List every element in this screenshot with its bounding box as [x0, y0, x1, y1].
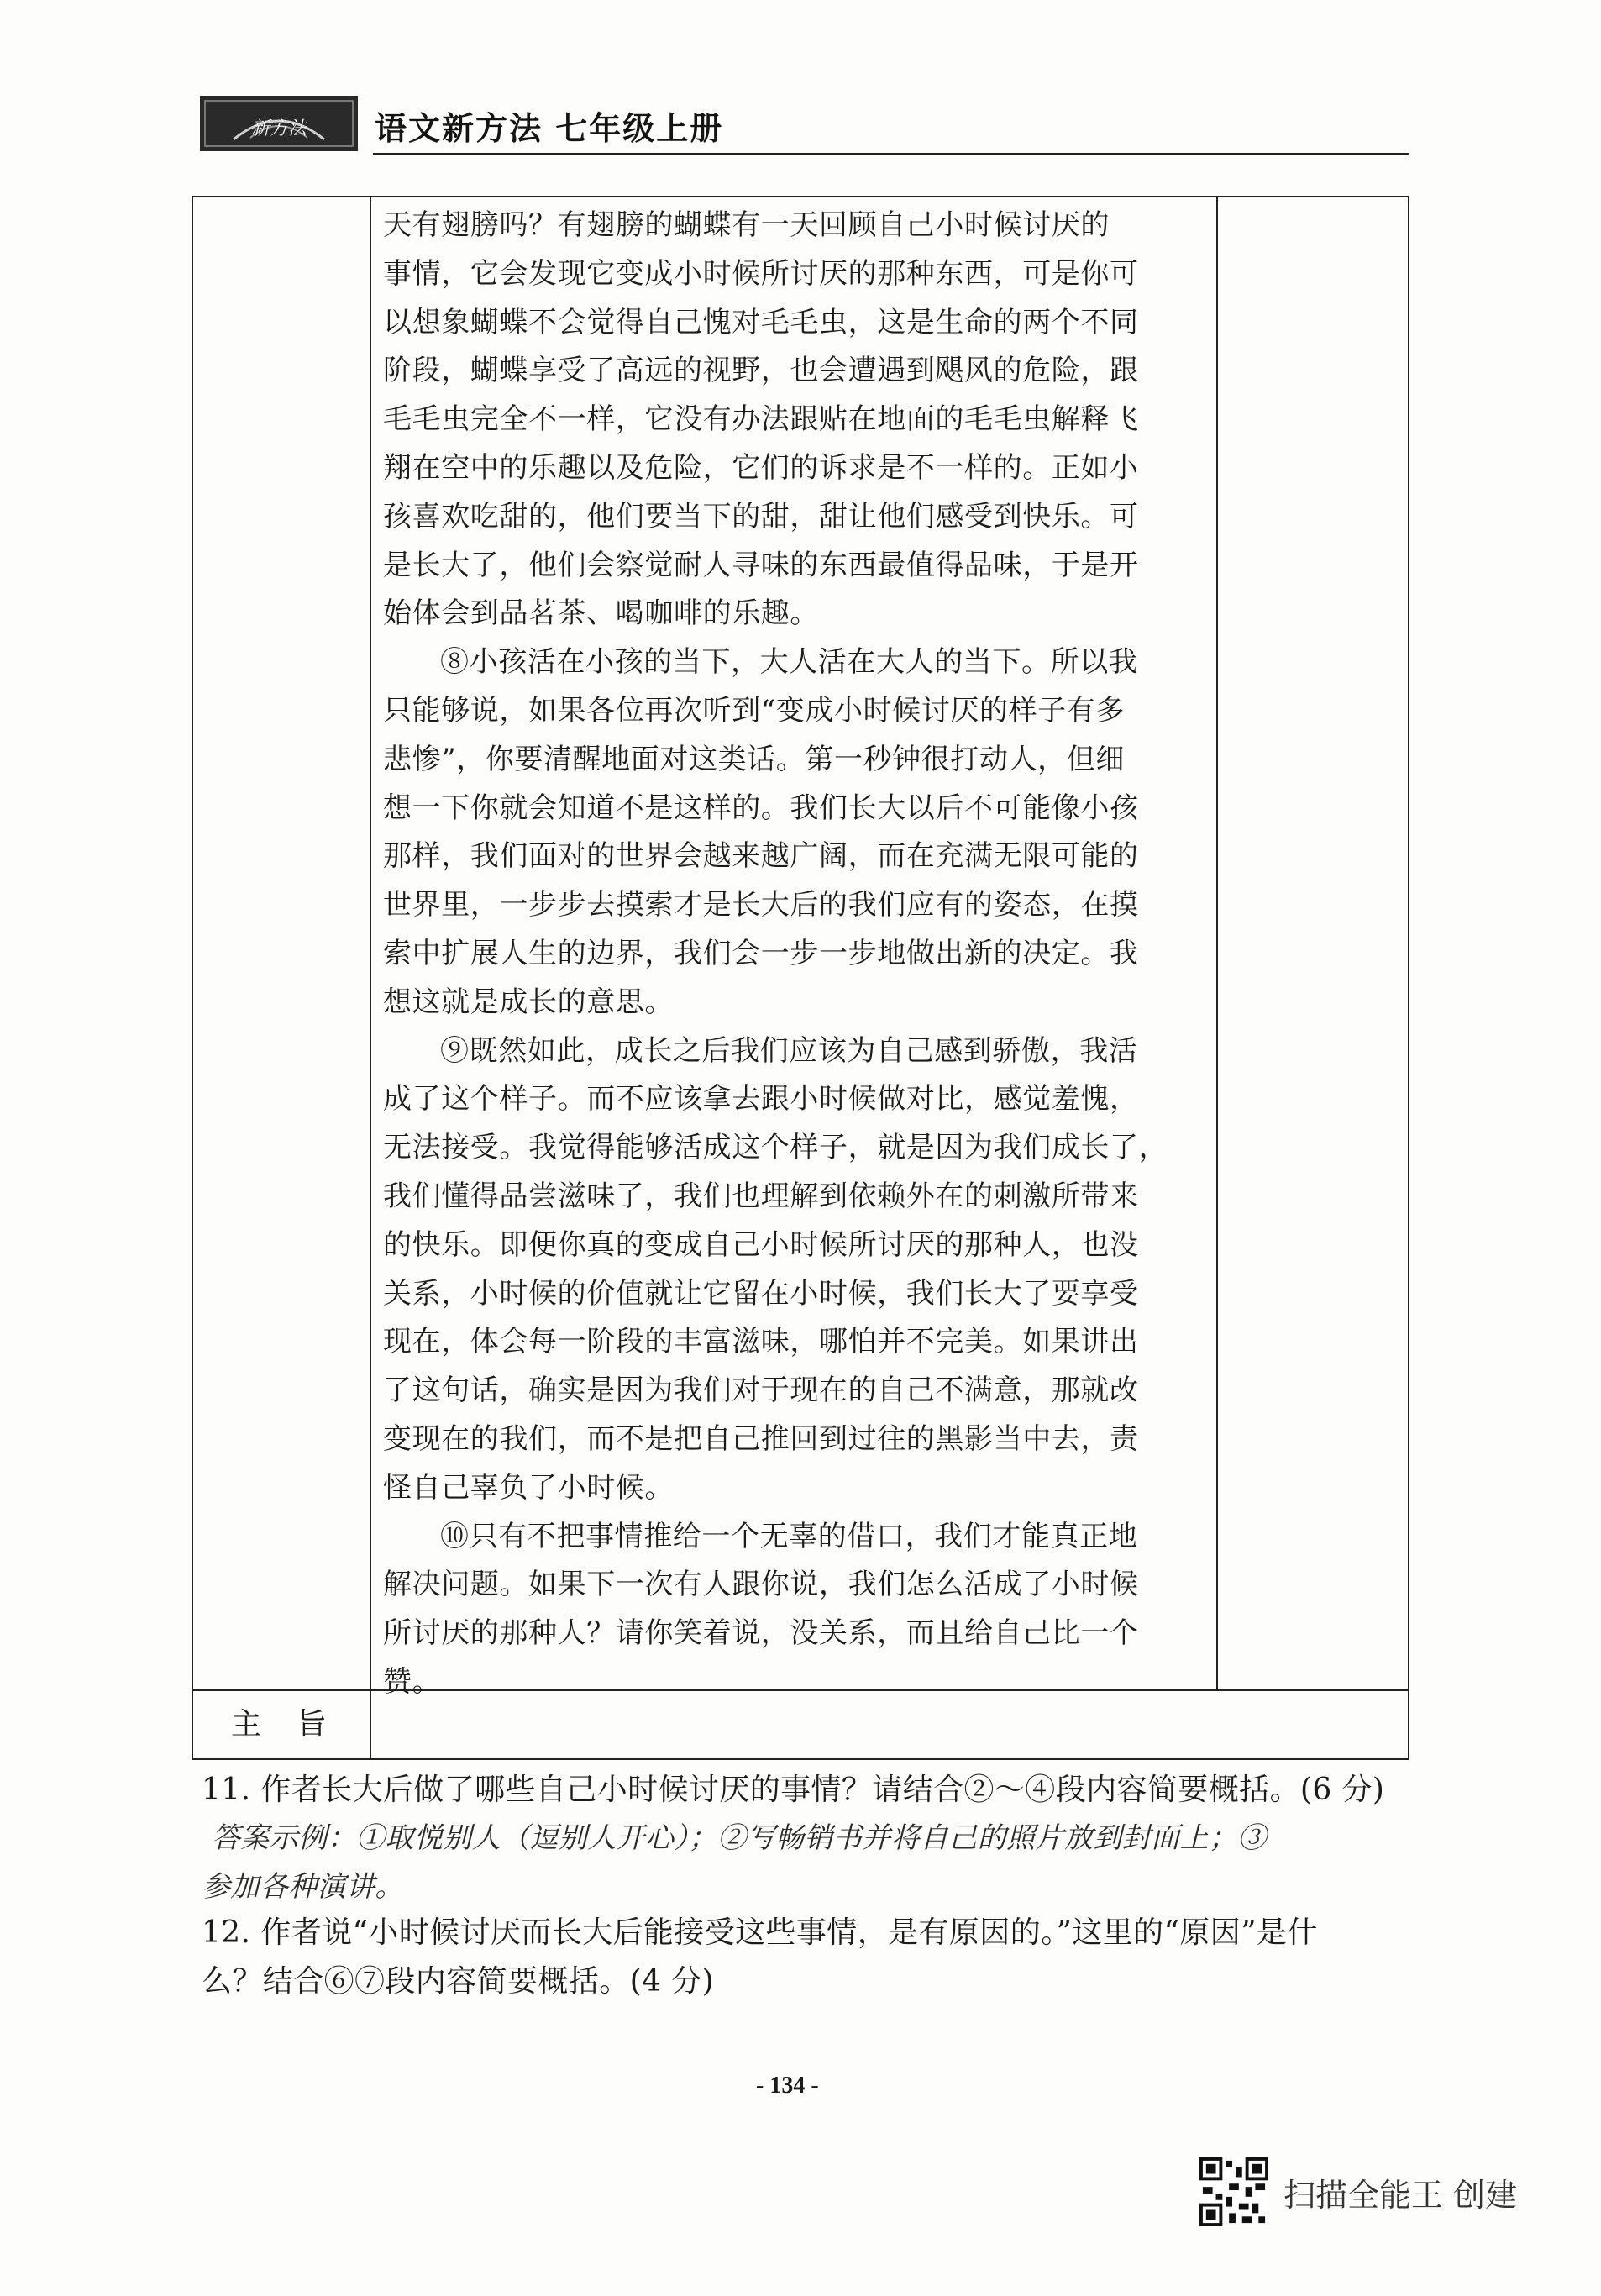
passage-line: 想这就是成长的意思。	[383, 985, 674, 1019]
passage-line: 翔在空中的乐趣以及危险，它们的诉求是不一样的。正如小	[383, 450, 1139, 485]
passage-line: 现在，体会每一阶段的丰富滋味，哪怕并不完美。如果讲出	[383, 1325, 1139, 1359]
passage-line: 了这句话，确实是因为我们对于现在的自己不满意，那就改	[383, 1374, 1139, 1408]
passage-line: 关系，小时候的价值就让它留在小时候，我们长大了要享受	[383, 1276, 1139, 1311]
passage-line: 赞。	[383, 1664, 442, 1699]
passage-line: 的快乐。即便你真的变成自己小时候所讨厌的那种人，也没	[383, 1227, 1139, 1262]
theme-label: 主旨	[231, 1707, 363, 1742]
passage-line: 索中扩展人生的边界，我们会一步一步地做出新的决定。我	[383, 936, 1139, 970]
page-header	[200, 91, 1409, 158]
passage-line: 我们懂得品尝滋味了，我们也理解到依赖外在的刺激所带来	[383, 1179, 1139, 1213]
passage-line: 无法接受。我觉得能够活成这个样子，就是因为我们成长了，	[383, 1131, 1168, 1165]
passage-line: 想一下你就会知道不是这样的。我们长大以后不可能像小孩	[383, 791, 1139, 825]
passage-line: 事情，它会发现它变成小时候所讨厌的那种东西，可是你可	[383, 256, 1139, 291]
passage-line: ⑧小孩活在小孩的当下，大人活在大人的当下。所以我	[440, 645, 1138, 680]
passage-line: 所讨厌的那种人？请你笑着说，没关系，而且给自己比一个	[383, 1616, 1139, 1651]
book-logo-icon	[200, 96, 358, 151]
passage-text	[383, 202, 1206, 1707]
theme-answer-cell[interactable]	[373, 1693, 1406, 1757]
passage-line: 以想象蝴蝶不会觉得自己愧对毛毛虫，这是生命的两个不同	[383, 305, 1139, 339]
qr-code-icon	[1199, 2157, 1268, 2226]
table-divider-left	[370, 196, 371, 1760]
passage-line: 阶段，蝴蝶享受了高远的视野，也会遭遇到飓风的危险，跟	[383, 354, 1139, 388]
passage-line: 变现在的我们，而不是把自己推回到过往的黑影当中去，责	[383, 1421, 1139, 1456]
page-number: - 134 -	[756, 2073, 819, 2099]
passage-line: 是长大了，他们会察觉耐人寻味的东西最值得品味，于是开	[383, 548, 1139, 582]
passage-line: 成了这个样子。而不应该拿去跟小时候做对比，感觉羞愧，	[383, 1082, 1139, 1116]
passage-line: 世界里，一步步去摸索才是长大后的我们应有的姿态，在摸	[383, 888, 1139, 922]
passage-line: 毛毛虫完全不一样，它没有办法跟贴在地面的毛毛虫解释飞	[383, 402, 1139, 437]
table-divider-right	[1216, 196, 1218, 1689]
logo-text: 新方法	[250, 118, 307, 139]
header-divider	[373, 153, 1409, 155]
passage-line: ⑨既然如此，成长之后我们应该为自己感到骄傲，我活	[440, 1033, 1138, 1068]
passage-line: 怪自己辜负了小时候。	[383, 1470, 674, 1505]
passage-line: 悲惨”，你要清醒地面对这类话。第一秒钟很打动人，但细	[383, 742, 1125, 776]
passage-line: 只能够说，如果各位再次听到“变成小时候讨厌的样子有多	[383, 693, 1125, 728]
passage-line: 天有翅膀吗？有翅膀的蝴蝶有一天回顾自己小时候讨厌的	[383, 208, 1110, 242]
question-12-line1: 12. 作者说“小时候讨厌而长大后能接受这些事情，是有原因的。”这里的“原因”是什	[202, 1915, 1318, 1950]
question-11-answer-line1: 答案示例：①取悦别人（逗别人开心）；②写畅销书并将自己的照片放到封面上；③	[212, 1821, 1267, 1855]
passage-line: 那样，我们面对的世界会越来越广阔，而在充满无限可能的	[383, 839, 1139, 874]
passage-line: ⑩只有不把事情推给一个无辜的借口，我们才能真正地	[440, 1519, 1138, 1553]
passage-line: 解决问题。如果下一次有人跟你说，我们怎么活成了小时候	[383, 1568, 1139, 1602]
question-11: 11. 作者长大后做了哪些自己小时候讨厌的事情？请结合②～④段内容简要概括。(6 分)	[202, 1773, 1385, 1807]
book-title: 语文新方法 七年级上册	[375, 110, 724, 147]
passage-line: 始体会到品茗茶、喝咖啡的乐趣。	[383, 596, 819, 631]
scanner-watermark: 扫描全能王 创建	[1283, 2177, 1518, 2214]
question-12-line2: 么？结合⑥⑦段内容简要概括。(4 分)	[202, 1964, 715, 1999]
passage-line: 孩喜欢吃甜的，他们要当下的甜，甜让他们感受到快乐。可	[383, 499, 1139, 533]
question-11-answer-line2: 参加各种演讲。	[202, 1870, 404, 1904]
